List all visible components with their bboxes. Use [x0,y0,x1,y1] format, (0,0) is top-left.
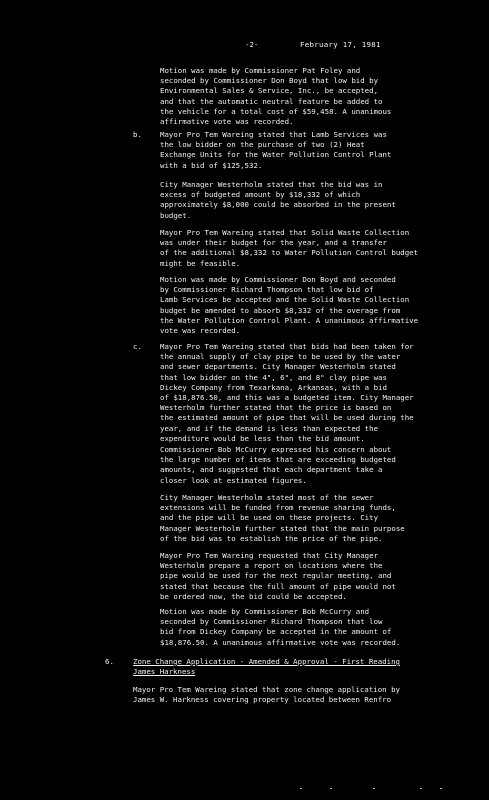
page-header [0,40,489,52]
item-marker-6: 6. [105,657,114,666]
motion-paragraph: Motion was made by Commissioner Pat Foley and seconded by Commissioner Don Boyd that low bid by Environmental Sales & Service, Inc., be accepted, and that the automatic neutral feature be added to the vehicle for a total cost of $59,458. A unanimous affirmative vote was recorded. [160,66,392,127]
motion-paragraph: Motion was made by Commissioner Bob McCurry and seconded by Commissioner Richard Thompson that low bid from Dickey Company be accepted in the amount of $18,876.50. A unanimous affirmative vote was recorded. [160,607,401,647]
body-paragraph: Mayor Pro Tem Wareing requested that City Manager Westerholm prepare a report on locations where the pipe would be used for the next regular meeting, and stated that because the full amount of pipe would not be ordered now, the bid could be accepted. [160,551,396,601]
body-paragraph: Mayor Pro Tem Wareing stated that Solid Waste Collection was under their budget for the year, and a transfer of the additional $8,332 to Water Pollution Control budget might be feasible. [160,228,419,268]
item-marker-c: c. [133,342,142,351]
body-paragraph: Mayor Pro Tem Wareing stated that Lamb Services was the low bidder on the purchase of two (2) Heat Exchange Units for the Water Pollution Control Plant with a bid of $125,532. [160,130,392,170]
body-paragraph: City Manager Westerholm stated most of the sewer extensions will be funded from revenue sharing funds, and the pipe will be used on these projects. City Manager Westerholm further stated that the main purpose of the bid was to establish the price of the pipe. [160,493,405,543]
scan-artifacts [0,788,489,792]
motion-paragraph: Motion was made by Commissioner Don Boyd and seconded by Commissioner Richard Thompson that low bid of Lamb Services be accepted and the Solid Waste Collection budget be amended to absorb $8,332 of the overage from the Water Pollution Control Plant. A unanimous affirmative vote was recorded. [160,275,419,336]
body-paragraph: Mayor Pro Tem Wareing stated that bids had been taken for the annual supply of clay pipe to be used by the water and sewer departments. City Manager Westerholm stated that low bidder on the 4", 6", and 8" clay pipe was Dickey Company from Texarkana, Arkansas, with a bid of $18,876.50, and this was a budgeted item. City Manager Westerholm further stated that the price is based on the estimated amount of pipe that will be used during the year, and if the demand is less than expected the expenditure would be less than the bid amount. [160,342,414,443]
meeting-date: February 17, 1981 [300,40,381,49]
body-paragraph: Mayor Pro Tem Wareing stated that zone change application by James W. Harkness covering property located between Renfro [133,685,400,705]
item-marker-b: b. [133,130,142,139]
body-paragraph: City Manager Westerholm stated that the bid was in excess of budgeted amount by $18,332 of which approximately $8,000 could be absorbed in the present budget. [160,180,396,220]
page-number: -2- [245,40,259,49]
body-paragraph: Commissioner Bob McCurry expressed his concern about the large number of items that are exceeding budgeted amounts, and suggested that each department take a closer look at estimated figures. [160,445,396,485]
section-heading: Zone Change Application - Amended & Approval - First Reading James Harkness [133,657,400,677]
